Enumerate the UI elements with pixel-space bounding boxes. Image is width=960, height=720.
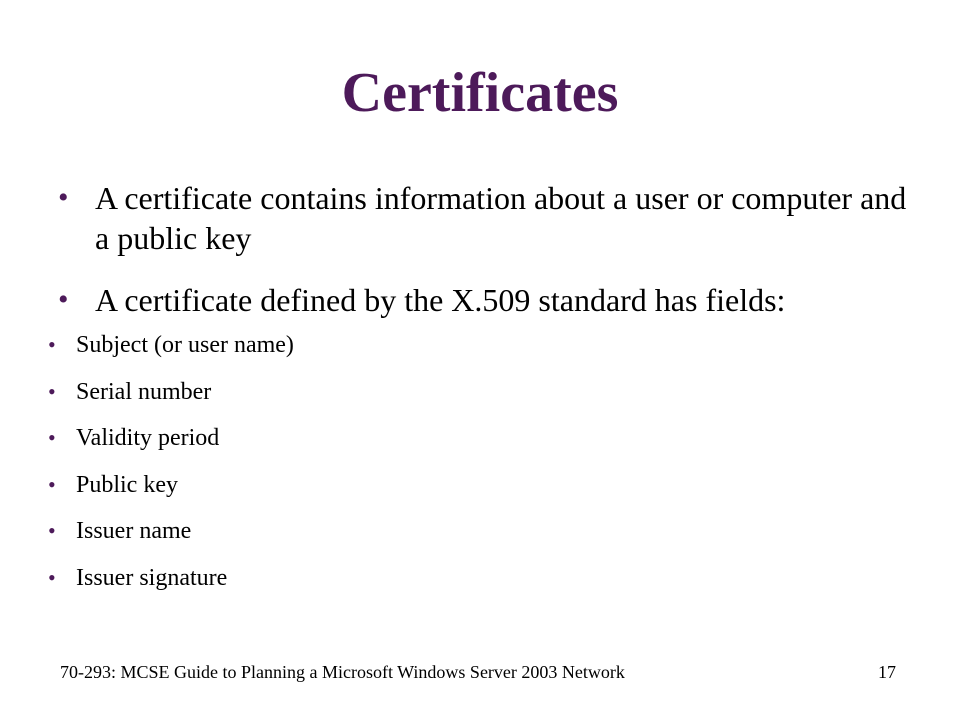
bullet-item — [58, 178, 918, 258]
bullet-item — [58, 280, 918, 320]
sub-bullet-icon: • — [48, 564, 56, 590]
footer-page-number: 17 — [878, 662, 896, 682]
bullet-icon: • — [58, 181, 69, 214]
sub-bullet-text: Public key — [76, 471, 178, 498]
sub-bullet-icon: • — [48, 425, 56, 450]
sub-bullet-list — [48, 330, 294, 609]
sub-bullet-text: Serial number — [76, 378, 212, 405]
sub-bullet-item — [48, 423, 294, 453]
bullet-icon: • — [58, 283, 69, 316]
bullet-text: A certificate defined by the X.509 standard has fields: — [95, 282, 786, 318]
sub-bullet-icon: • — [48, 518, 56, 543]
sub-bullet-text: Issuer name — [76, 518, 192, 544]
sub-bullet-icon: • — [48, 471, 56, 497]
sub-bullet-item — [48, 470, 294, 500]
sub-bullet-icon: • — [48, 332, 56, 357]
slide-title: Certificates — [341, 62, 619, 124]
footer-course-title: 70-293: MCSE Guide to Planning a Microsoft Windows Server 2003 Network — [60, 662, 625, 682]
sub-bullet-icon: • — [48, 378, 56, 404]
sub-bullet-item — [48, 516, 294, 546]
bullet-list — [58, 178, 918, 342]
bullet-text: A certificate contains information about a user or computer and a public key — [95, 180, 907, 256]
sub-bullet-text: Issuer signature — [76, 564, 228, 591]
sub-bullet-item — [48, 563, 294, 593]
sub-bullet-item — [48, 377, 294, 407]
sub-bullet-text: Subject (or user name) — [76, 332, 294, 358]
sub-bullet-item — [48, 330, 294, 360]
sub-bullet-text: Validity period — [76, 425, 220, 451]
